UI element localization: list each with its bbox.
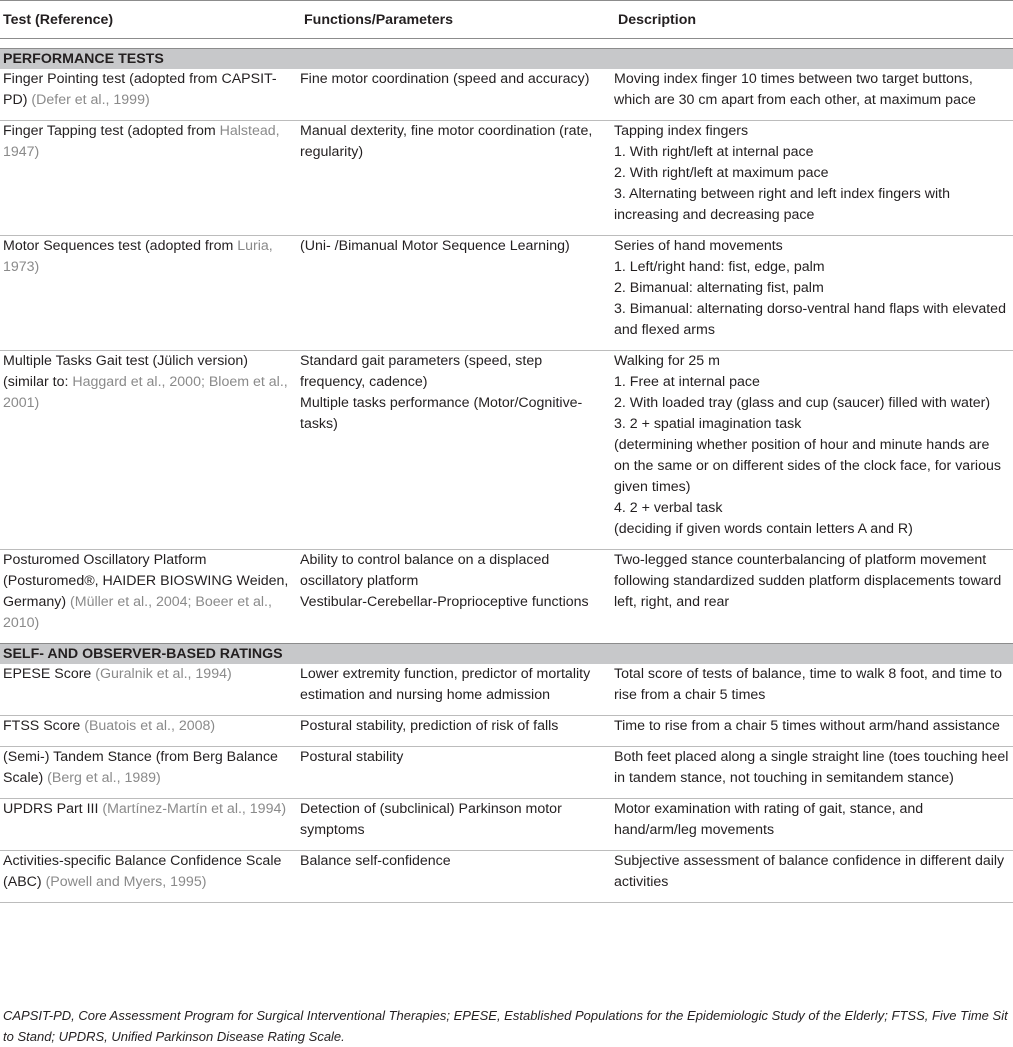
test-cell (0, 747, 300, 799)
header-description: Description (614, 1, 1013, 39)
description-line: (deciding if given words contain letters A and R) (614, 521, 913, 537)
description-line: Tapping index fingers (614, 123, 749, 139)
test-cell (0, 664, 300, 716)
test-cell (0, 69, 300, 121)
description-cell (614, 664, 1013, 716)
table-row (0, 69, 1013, 121)
header-functions: Functions/Parameters (300, 1, 614, 39)
functions-cell (300, 236, 614, 351)
section-header (0, 49, 1013, 70)
functions-cell (300, 69, 614, 121)
reference-link[interactable]: (Martínez-Martín et al., 1994) (102, 801, 287, 817)
test-name: Motor Sequences test (adopted from (3, 238, 234, 254)
table-row (0, 121, 1013, 236)
description-line: 1. Free at internal pace (614, 374, 760, 390)
description-cell (614, 550, 1013, 644)
description-cell (614, 351, 1013, 550)
description-line: 2. With right/left at maximum pace (614, 165, 829, 181)
section-title: SELF- AND OBSERVER-BASED RATINGS (0, 644, 1013, 665)
test-cell (0, 550, 300, 644)
reference-link[interactable]: (Berg et al., 1989) (47, 770, 161, 786)
function-line: (Uni- /Bimanual Motor Sequence Learning) (300, 238, 570, 254)
description-line: Walking for 25 m (614, 353, 720, 369)
description-cell (614, 747, 1013, 799)
reference-link[interactable]: (Buatois et al., 2008) (84, 718, 216, 734)
functions-cell (300, 747, 614, 799)
table-footnote: CAPSIT-PD, Core Assessment Program for Surgical Interventional Therapies; EPESE, Established Populations for the Epidemiologic Study of the Elderly; FTSS, Five Time Sit to Stand; UPDRS, Unified Parkinson Disease Rating Scale. (3, 1008, 1008, 1044)
description-cell (614, 121, 1013, 236)
description-line: Two-legged stance counterbalancing of platform movement following standardized sudden platform displacements toward left, right, and rear (614, 552, 1002, 610)
reference-link[interactable]: (Müller et al., 2004; Boeer et al., 2010) (3, 594, 272, 631)
description-line: Moving index finger 10 times between two target buttons, which are 30 cm apart from each other, at maximum pace (614, 71, 976, 108)
table-row (0, 664, 1013, 716)
reference-link[interactable]: Haggard et al., 2000; Bloem et al., 2001) (3, 374, 288, 411)
section-title: PERFORMANCE TESTS (0, 49, 1013, 70)
function-line: Lower extremity function, predictor of mortality estimation and nursing home admission (300, 666, 591, 703)
description-cell (614, 236, 1013, 351)
description-line: 2. Bimanual: alternating fist, palm (614, 280, 824, 296)
test-cell (0, 351, 300, 550)
function-line: Manual dexterity, fine motor coordination (rate, regularity) (300, 123, 593, 160)
test-cell (0, 851, 300, 903)
table-row (0, 799, 1013, 851)
function-line: Fine motor coordination (speed and accuracy) (300, 71, 590, 87)
test-name: Activities-specific Balance Confidence Scale (ABC) (3, 853, 282, 890)
description-line: Time to rise from a chair 5 times without arm/hand assistance (614, 718, 1000, 734)
reference-link[interactable]: (Powell and Myers, 1995) (45, 874, 207, 890)
test-name: (Semi-) Tandem Stance (from Berg Balance Scale) (3, 749, 278, 786)
description-line: 3. Alternating between right and left index fingers with increasing and decreasing pace (614, 186, 950, 223)
header-test: Test (Reference) (0, 1, 300, 39)
test-cell (0, 799, 300, 851)
description-line: Both feet placed along a single straight line (toes touching heel in tandem stance, not touching in semitandem stance) (614, 749, 1009, 786)
table-row (0, 351, 1013, 550)
description-line: (determining whether position of hour and minute hands are on the same or on different sides of the clock face, for various given times) (614, 437, 1001, 495)
functions-cell (300, 799, 614, 851)
description-line: 4. 2 + verbal task (614, 500, 723, 516)
function-line: Standard gait parameters (speed, step frequency, cadence) (300, 353, 543, 390)
description-line: 2. With loaded tray (glass and cup (saucer) filled with water) (614, 395, 991, 411)
test-name: Finger Tapping test (adopted from (3, 123, 216, 139)
test-name: EPESE Score (3, 666, 92, 682)
functions-cell (300, 121, 614, 236)
section-header (0, 644, 1013, 665)
functions-cell (300, 351, 614, 550)
functions-cell (300, 664, 614, 716)
test-cell (0, 236, 300, 351)
description-cell (614, 851, 1013, 903)
function-line: Multiple tasks performance (Motor/Cognitive-tasks) (300, 395, 583, 432)
description-line: Motor examination with rating of gait, stance, and hand/arm/leg movements (614, 801, 924, 838)
table-header (0, 1, 1013, 39)
function-line: Detection of (subclinical) Parkinson motor symptoms (300, 801, 562, 838)
test-name: FTSS Score (3, 718, 81, 734)
test-cell (0, 716, 300, 747)
table-row (0, 236, 1013, 351)
table-row (0, 747, 1013, 799)
header-spacer (0, 39, 1013, 49)
table-body (0, 39, 1013, 903)
function-line: Balance self-confidence (300, 853, 451, 869)
function-line: Postural stability, prediction of risk of falls (300, 718, 559, 734)
description-cell (614, 716, 1013, 747)
reference-link[interactable]: (Defer et al., 1999) (31, 92, 150, 108)
description-line: Total score of tests of balance, time to walk 8 foot, and time to rise from a chair 5 times (614, 666, 1002, 703)
test-name: Posturomed Oscillatory Platform (Posturomed®, HAIDER BIOSWING Weiden, Germany) (3, 552, 289, 610)
description-line: 3. 2 + spatial imagination task (614, 416, 802, 432)
functions-cell (300, 716, 614, 747)
reference-link[interactable]: (Guralnik et al., 1994) (95, 666, 232, 682)
function-line: Ability to control balance on a displaced oscillatory platform (300, 552, 550, 589)
description-line: Subjective assessment of balance confidence in different daily activities (614, 853, 1005, 890)
function-line: Postural stability (300, 749, 404, 765)
table-row (0, 851, 1013, 903)
description-line: 3. Bimanual: alternating dorso-ventral hand flaps with elevated and flexed arms (614, 301, 1006, 338)
functions-cell (300, 851, 614, 903)
description-cell (614, 799, 1013, 851)
test-name: Finger Pointing test (adopted from CAPSIT-PD) (3, 71, 277, 108)
description-line: 1. Left/right hand: fist, edge, palm (614, 259, 825, 275)
test-name: UPDRS Part III (3, 801, 99, 817)
table-row (0, 716, 1013, 747)
function-line: Vestibular-Cerebellar-Proprioceptive functions (300, 594, 589, 610)
description-line: Series of hand movements (614, 238, 783, 254)
description-line: 1. With right/left at internal pace (614, 144, 814, 160)
reference-link[interactable]: Luria, 1973) (3, 238, 273, 275)
test-cell (0, 121, 300, 236)
reference-link[interactable]: Halstead, 1947) (3, 123, 280, 160)
functions-cell (300, 550, 614, 644)
test-name: Multiple Tasks Gait test (Jülich version) (similar to: (3, 353, 248, 390)
description-cell (614, 69, 1013, 121)
table-row (0, 550, 1013, 644)
